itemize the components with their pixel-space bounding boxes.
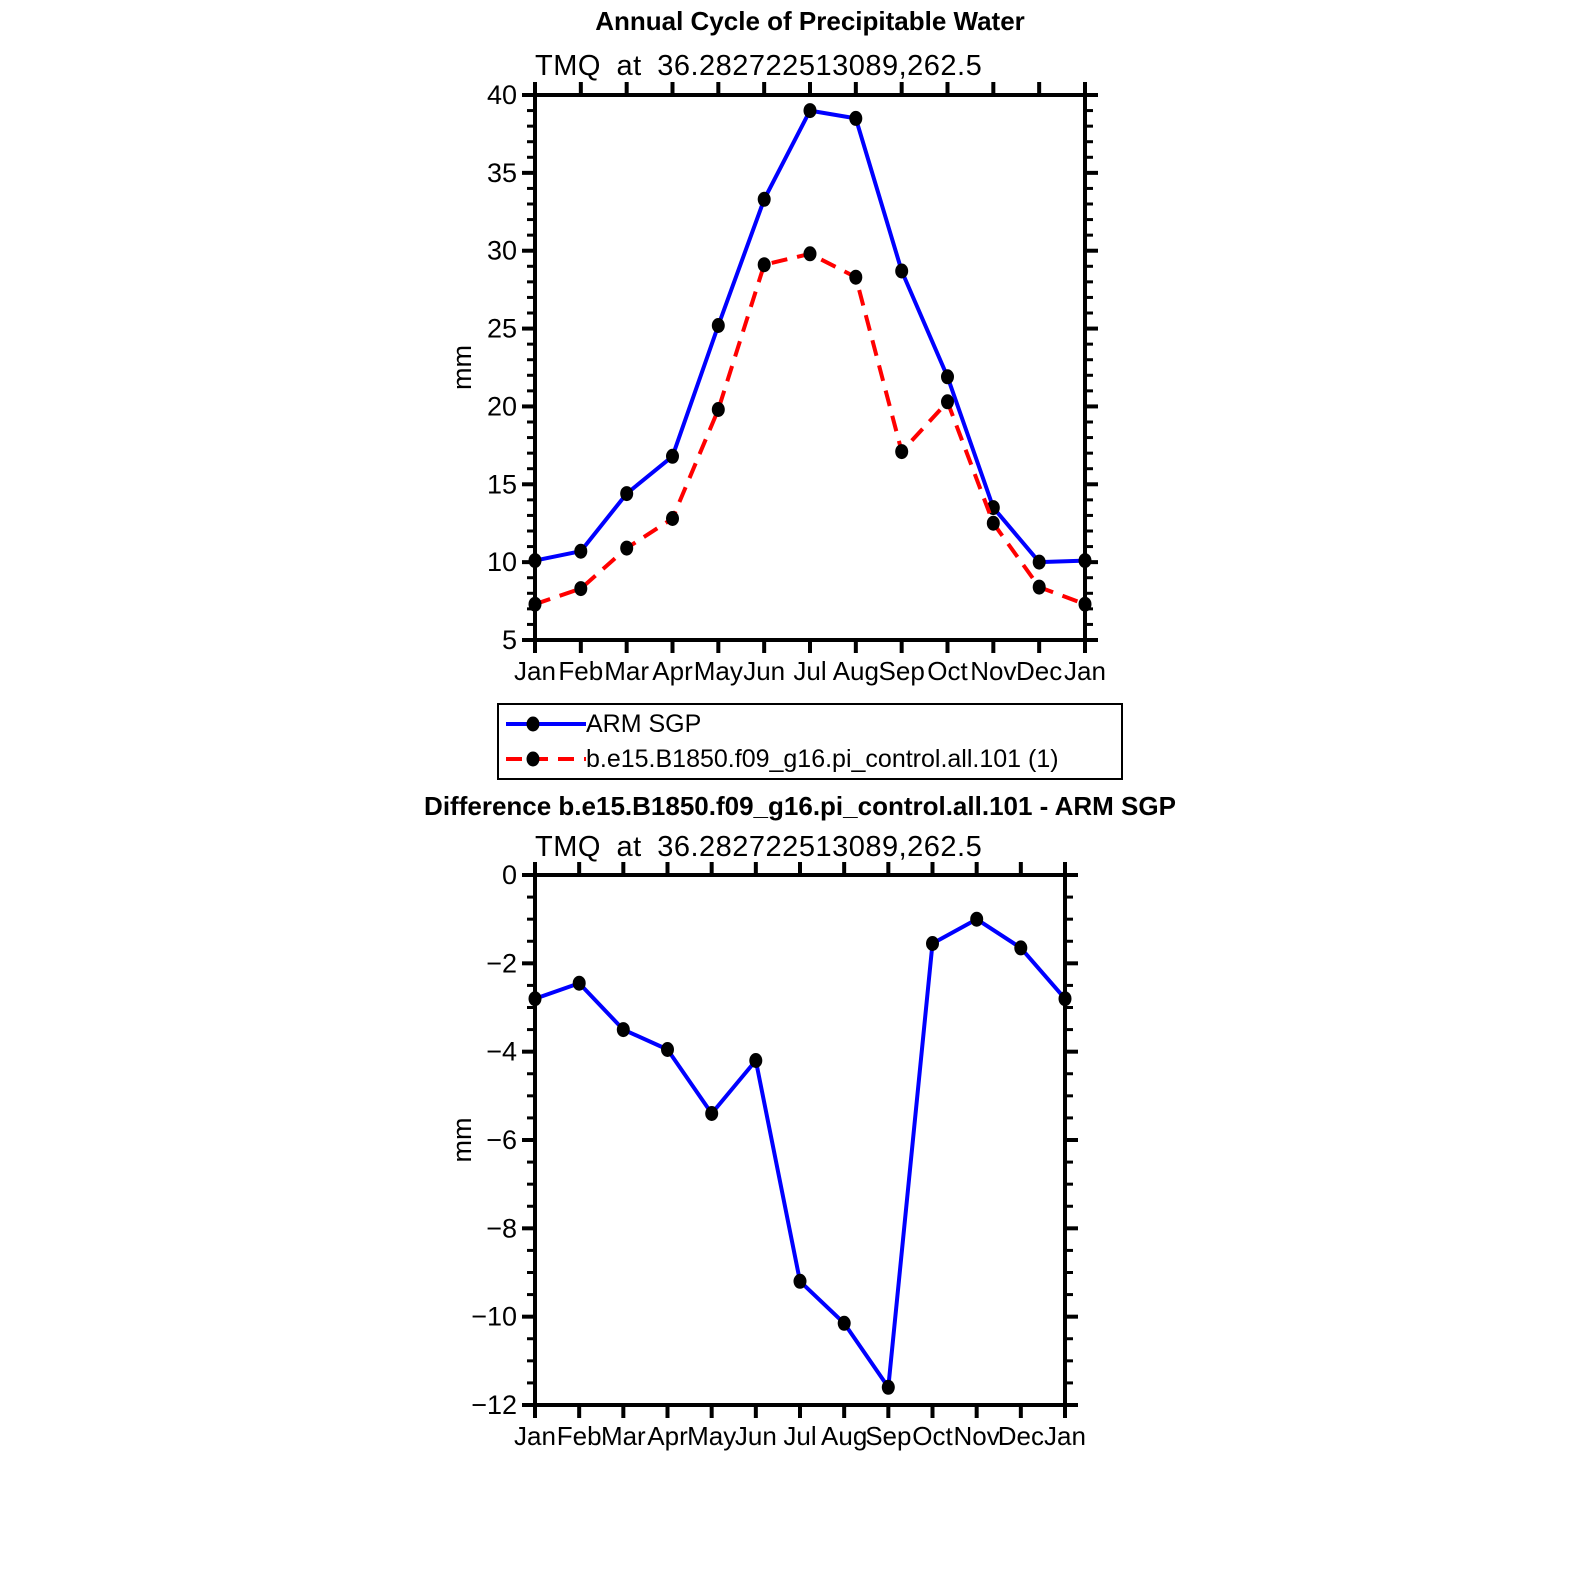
data-point-marker [1059, 991, 1072, 1006]
data-point-marker [574, 544, 587, 559]
data-point-marker [529, 553, 542, 568]
data-point-marker [882, 1380, 895, 1395]
legend-line-sample [506, 707, 586, 741]
x-tick-label: Apr [652, 656, 693, 686]
data-point-marker [970, 912, 983, 927]
y-tick-label: 15 [486, 469, 517, 500]
data-point-marker [620, 486, 633, 501]
x-tick-label: May [693, 656, 743, 686]
x-tick-label: Mar [604, 656, 650, 686]
data-point-marker [804, 103, 817, 118]
y-tick-label: 40 [486, 80, 517, 110]
y-axis-label: mm [447, 1117, 477, 1163]
series-line [535, 111, 1085, 562]
data-point-marker [574, 581, 587, 596]
data-point-marker [705, 1106, 718, 1121]
annual-cycle-title: Annual Cycle of Precipitable Water [595, 6, 1025, 36]
x-tick-label: Jul [783, 1421, 817, 1451]
difference-title: Difference b.e15.B1850.f09_g16.pi_control.all.101 - ARM SGP [424, 791, 1176, 821]
data-point-marker [1014, 940, 1027, 955]
data-point-marker [941, 394, 954, 409]
data-point-marker [712, 318, 725, 333]
data-point-marker [758, 192, 771, 207]
x-tick-label: Dec [997, 1421, 1044, 1451]
y-axis-label: mm [447, 345, 477, 390]
data-point-marker [617, 1022, 630, 1037]
data-point-marker [849, 270, 862, 285]
x-tick-label: Jan [514, 1421, 556, 1451]
data-point-marker [926, 936, 939, 951]
data-point-marker [573, 976, 586, 991]
legend-sample-marker [527, 752, 540, 767]
data-point-marker [758, 257, 771, 272]
y-tick-label: 5 [501, 625, 517, 655]
y-tick-label: 25 [486, 313, 517, 344]
x-tick-label: Mar [600, 1421, 646, 1451]
data-point-marker [1079, 553, 1092, 568]
y-tick-label: 20 [486, 391, 517, 422]
series-line [535, 919, 1065, 1387]
x-tick-label: Feb [556, 1421, 602, 1451]
y-tick-label: 0 [501, 860, 517, 890]
data-point-marker [666, 511, 679, 526]
y-tick-label: −2 [486, 948, 517, 979]
x-tick-label: Sep [865, 1421, 912, 1451]
legend-label: b.e15.B1850.f09_g16.pi_control.all.101 (1) [586, 745, 1059, 774]
x-tick-label: Oct [912, 1421, 953, 1451]
legend-item [506, 742, 1121, 776]
x-tick-label: Feb [558, 656, 604, 686]
data-point-marker [661, 1042, 674, 1057]
x-tick-label: Aug [832, 656, 879, 686]
x-tick-label: Jan [514, 656, 556, 686]
data-point-marker [1079, 597, 1092, 612]
legend-sample-marker [527, 716, 540, 731]
data-point-marker [1033, 555, 1046, 570]
x-tick-label: Aug [821, 1421, 868, 1451]
y-tick-label: 35 [486, 157, 517, 188]
y-tick-label: −4 [486, 1036, 517, 1067]
data-point-marker [895, 444, 908, 459]
x-tick-label: Oct [927, 656, 968, 686]
data-point-marker [849, 111, 862, 126]
legend-item [506, 707, 1121, 741]
data-point-marker [529, 991, 542, 1006]
data-point-marker [749, 1053, 762, 1068]
difference-subtitle: TMQ at 36.282722513089,262.5 [535, 831, 983, 863]
y-tick-label: 10 [486, 547, 517, 578]
x-tick-label: Jul [793, 656, 827, 686]
difference-plot-area [447, 860, 1086, 1451]
data-point-marker [1033, 580, 1046, 595]
axis-frame [535, 875, 1065, 1405]
data-point-marker [529, 597, 542, 612]
data-point-marker [666, 449, 679, 464]
data-point-marker [941, 369, 954, 384]
data-point-marker [804, 246, 817, 261]
x-tick-label: Jun [734, 1421, 777, 1451]
legend [497, 703, 1123, 780]
y-tick-label: 30 [486, 235, 517, 266]
y-tick-label: −6 [486, 1125, 517, 1155]
x-tick-label: May [687, 1421, 737, 1451]
y-tick-label: −12 [471, 1390, 517, 1420]
x-tick-label: Jan [1064, 656, 1106, 686]
legend-line-sample [506, 742, 586, 776]
x-tick-label: Jan [1044, 1421, 1086, 1451]
annual-cycle-subtitle: TMQ at 36.282722513089,262.5 [535, 50, 983, 82]
axis-frame [535, 95, 1085, 640]
data-point-marker [838, 1316, 851, 1331]
data-point-marker [712, 402, 725, 417]
x-tick-label: Jun [743, 656, 786, 686]
y-tick-label: −8 [486, 1213, 517, 1244]
data-point-marker [987, 516, 1000, 531]
x-tick-label: Nov [970, 656, 1017, 686]
data-point-marker [620, 541, 633, 556]
y-tick-label: −10 [471, 1301, 517, 1332]
annual-cycle-plot-area [447, 80, 1106, 686]
data-point-marker [794, 1274, 807, 1289]
x-tick-label: Sep [878, 656, 925, 686]
x-tick-label: Dec [1016, 656, 1063, 686]
x-tick-label: Apr [647, 1421, 688, 1451]
legend-label: ARM SGP [586, 709, 702, 738]
data-point-marker [895, 264, 908, 279]
x-tick-label: Nov [953, 1421, 1000, 1451]
series-line [535, 254, 1085, 604]
